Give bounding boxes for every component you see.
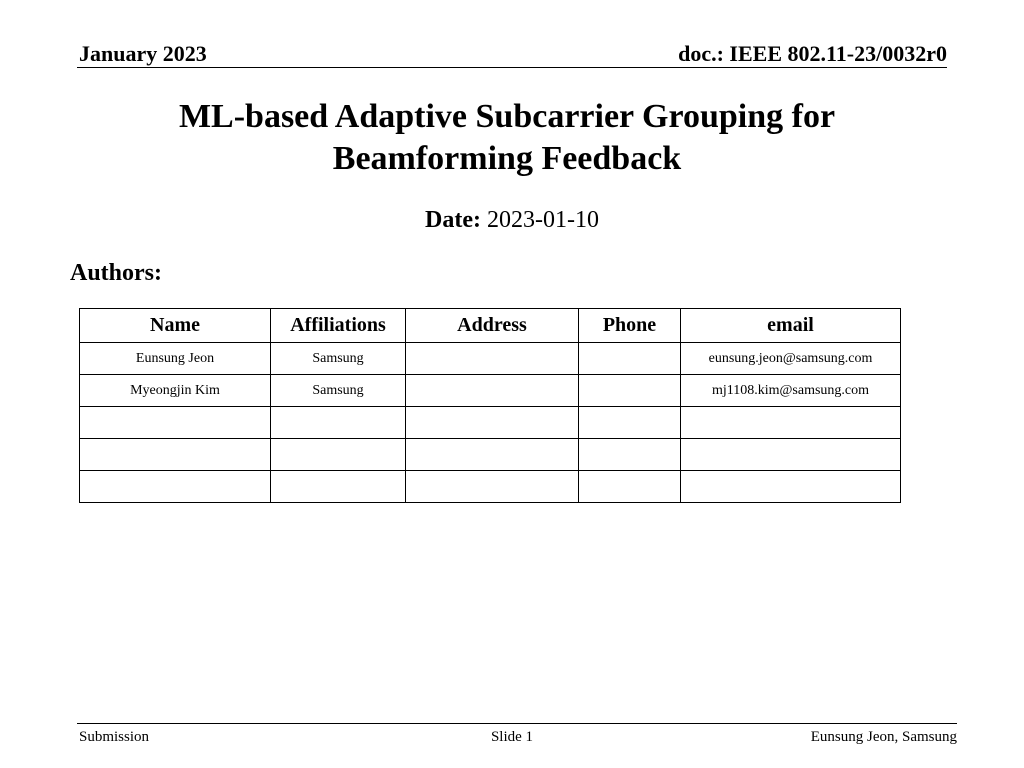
authors-table: [79, 308, 901, 503]
cell-affiliation: [271, 471, 406, 503]
table-header-row: [80, 309, 901, 343]
cell-phone: [579, 343, 681, 375]
slide-title: [60, 96, 954, 180]
header-rule: [77, 67, 947, 68]
header-phone: Phone: [579, 309, 681, 343]
cell-affiliation: [271, 407, 406, 439]
cell-name: [80, 439, 271, 471]
header-email: email: [681, 309, 901, 343]
header-address: Address: [406, 309, 579, 343]
cell-address: [406, 375, 579, 407]
table-row: [80, 343, 901, 375]
header-doc-number: doc.: IEEE 802.11-23/0032r0: [678, 41, 947, 66]
cell-email: mj1108.kim@samsung.com: [681, 375, 901, 407]
cell-address: [406, 343, 579, 375]
cell-phone: [579, 407, 681, 439]
cell-affiliation: [271, 439, 406, 471]
header-affiliations: Affiliations: [271, 309, 406, 343]
cell-affiliation: Samsung: [271, 343, 406, 375]
header-name: Name: [80, 309, 271, 343]
cell-email: eunsung.jeon@samsung.com: [681, 343, 901, 375]
cell-email: [681, 439, 901, 471]
title-line-1: ML-based Adaptive Subcarrier Grouping for: [178, 98, 836, 135]
cell-email: [681, 407, 901, 439]
header-date: January 2023: [79, 41, 207, 66]
cell-phone: [579, 439, 681, 471]
cell-phone: [579, 375, 681, 407]
cell-phone: [579, 471, 681, 503]
cell-name: [80, 471, 271, 503]
cell-affiliation: Samsung: [271, 375, 406, 407]
footer-author: Eunsung Jeon, Samsung: [810, 729, 957, 745]
cell-address: [406, 439, 579, 471]
title-line-2: Beamforming Feedback: [332, 140, 682, 177]
date-line: [0, 205, 1024, 235]
cell-name: [80, 407, 271, 439]
table-row: [80, 439, 901, 471]
footer-slide-number: Slide 1: [490, 729, 534, 745]
authors-label: Authors:: [70, 260, 163, 286]
cell-address: [406, 471, 579, 503]
table-row: [80, 471, 901, 503]
date-label: Date:: [425, 207, 481, 233]
date-value: 2023-01-10: [486, 207, 599, 233]
footer-rule: [77, 723, 957, 724]
cell-name: Myeongjin Kim: [80, 375, 271, 407]
cell-name: Eunsung Jeon: [80, 343, 271, 375]
table-row: [80, 407, 901, 439]
cell-email: [681, 471, 901, 503]
table-row: [80, 375, 901, 407]
footer-submission: Submission: [79, 729, 150, 745]
cell-address: [406, 407, 579, 439]
